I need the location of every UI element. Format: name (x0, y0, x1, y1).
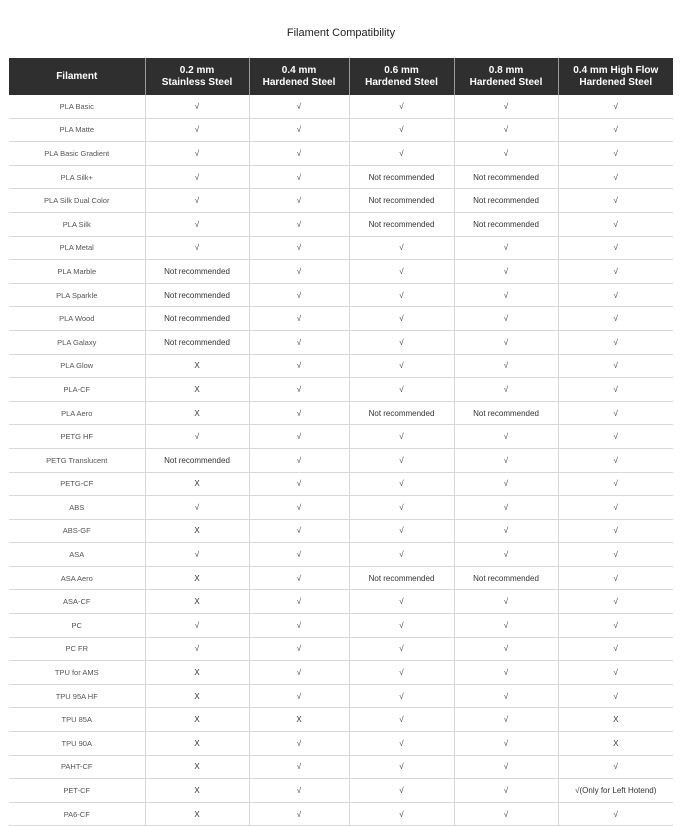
compatibility-cell: √ (249, 142, 349, 166)
compatibility-cell: √ (454, 448, 558, 472)
compatibility-cell: √ (558, 260, 673, 284)
compatibility-cell: √ (454, 354, 558, 378)
compatibility-cell: √ (349, 590, 454, 614)
compatibility-cell: √ (454, 637, 558, 661)
compatibility-cell: √ (558, 637, 673, 661)
table-row (9, 260, 673, 284)
filament-name-cell: PLA Basic Gradient (9, 142, 145, 166)
filament-name-cell: TPU 85A (9, 708, 145, 732)
table-row (9, 165, 673, 189)
column-header-line1: 0.2 mm (179, 64, 215, 76)
compatibility-cell: Not recommended (349, 566, 454, 590)
table-row (9, 95, 673, 118)
compatibility-cell: √ (558, 425, 673, 449)
compatibility-cell: √ (145, 142, 249, 166)
compatibility-cell: √ (558, 165, 673, 189)
compatibility-cell: √ (249, 543, 349, 567)
filament-name-cell: PLA Silk Dual Color (9, 189, 145, 213)
compatibility-cell: √ (349, 779, 454, 803)
compatibility-cell: √ (558, 448, 673, 472)
column-header (558, 58, 673, 95)
compatibility-cell: √ (249, 95, 349, 118)
compatibility-cell: √ (249, 307, 349, 331)
compatibility-cell: √ (249, 755, 349, 779)
filament-name-cell: PLA Marble (9, 260, 145, 284)
compatibility-cell: Not recommended (145, 330, 249, 354)
column-header-line1: Filament (56, 70, 98, 82)
column-header-line1: 0.4 mm High Flow (573, 64, 659, 76)
filament-name-cell: PC (9, 614, 145, 638)
compatibility-cell: √ (454, 378, 558, 402)
compatibility-cell: √ (558, 496, 673, 520)
table-row (9, 378, 673, 402)
column-header-line2: Hardened Steel (365, 76, 438, 88)
compatibility-cell: √ (349, 95, 454, 118)
table-row (9, 802, 673, 826)
table-row (9, 543, 673, 567)
compatibility-cell: √ (249, 378, 349, 402)
compatibility-cell: √ (349, 802, 454, 826)
compatibility-cell: √ (249, 566, 349, 590)
column-header-line2: Hardened Steel (579, 76, 653, 88)
compatibility-cell: √ (454, 142, 558, 166)
compatibility-cell: √ (349, 708, 454, 732)
filament-name-cell: PLA Glow (9, 354, 145, 378)
compatibility-cell: √ (454, 472, 558, 496)
compatibility-cell: √ (249, 118, 349, 142)
filament-name-cell: PLA Aero (9, 401, 145, 425)
compatibility-cell: Not recommended (145, 283, 249, 307)
filament-name-cell: PLA Silk (9, 212, 145, 236)
compatibility-cell: √ (454, 236, 558, 260)
filament-name-cell: ASA (9, 543, 145, 567)
compatibility-cell: √ (249, 637, 349, 661)
compatibility-cell: √ (249, 802, 349, 826)
compatibility-cell: Not recommended (349, 189, 454, 213)
compatibility-cell: √ (454, 95, 558, 118)
filament-name-cell: PLA Wood (9, 307, 145, 331)
table-row (9, 425, 673, 449)
table-row (9, 472, 673, 496)
table-row (9, 496, 673, 520)
table-row (9, 732, 673, 756)
table-row (9, 401, 673, 425)
compatibility-cell: √ (558, 661, 673, 685)
compatibility-cell: √ (454, 519, 558, 543)
compatibility-cell: Not recommended (145, 448, 249, 472)
filament-name-cell: ABS-GF (9, 519, 145, 543)
table-row (9, 637, 673, 661)
compatibility-cell: √ (249, 732, 349, 756)
table-row (9, 330, 673, 354)
compatibility-cell: √ (249, 590, 349, 614)
filament-name-cell: ABS (9, 496, 145, 520)
compatibility-cell: √ (454, 755, 558, 779)
compatibility-cell: √ (454, 307, 558, 331)
compatibility-cell: √ (558, 212, 673, 236)
compatibility-cell: √ (249, 779, 349, 803)
compatibility-cell: √ (145, 614, 249, 638)
filament-name-cell: PAHT-CF (9, 755, 145, 779)
column-header (454, 58, 558, 95)
compatibility-cell: √ (145, 212, 249, 236)
compatibility-cell: √ (349, 330, 454, 354)
filament-name-cell: PET-CF (9, 779, 145, 803)
filament-name-cell: PLA Galaxy (9, 330, 145, 354)
table-row (9, 283, 673, 307)
compatibility-cell: √ (249, 519, 349, 543)
compatibility-cell: √ (349, 496, 454, 520)
column-header-line1: 0.4 mm (281, 64, 317, 76)
table-row (9, 448, 673, 472)
compatibility-cell: X (145, 661, 249, 685)
column-header (349, 58, 454, 95)
compatibility-cell: Not recommended (145, 260, 249, 284)
filament-name-cell: PETG Translucent (9, 448, 145, 472)
table-row (9, 614, 673, 638)
filament-name-cell: PLA Metal (9, 236, 145, 260)
table-row (9, 590, 673, 614)
compatibility-cell: X (145, 590, 249, 614)
compatibility-cell: X (145, 566, 249, 590)
compatibility-cell: √ (349, 142, 454, 166)
compatibility-cell: √ (558, 236, 673, 260)
filament-name-cell: PETG-CF (9, 472, 145, 496)
compatibility-cell: √ (558, 590, 673, 614)
compatibility-cell: √ (349, 519, 454, 543)
compatibility-cell: √ (249, 354, 349, 378)
filament-name-cell: PA6-CF (9, 802, 145, 826)
filament-name-cell: PLA Basic (9, 95, 145, 118)
table-row (9, 189, 673, 213)
compatibility-cell: √ (145, 95, 249, 118)
compatibility-cell: √ (454, 614, 558, 638)
filament-name-cell: TPU for AMS (9, 661, 145, 685)
compatibility-cell: √ (558, 142, 673, 166)
compatibility-cell: √ (145, 236, 249, 260)
filament-name-cell: PC FR (9, 637, 145, 661)
compatibility-cell: √ (349, 755, 454, 779)
table-row (9, 684, 673, 708)
compatibility-cell: √ (145, 189, 249, 213)
compatibility-cell: √ (349, 684, 454, 708)
table-row (9, 566, 673, 590)
filament-name-cell: ASA-CF (9, 590, 145, 614)
table-header (9, 58, 673, 95)
compatibility-cell: √ (349, 543, 454, 567)
table-row (9, 142, 673, 166)
compatibility-cell: X (145, 755, 249, 779)
table-row (9, 236, 673, 260)
compatibility-cell: √(Only for Left Hotend) (558, 779, 673, 803)
compatibility-cell: √ (558, 472, 673, 496)
compatibility-cell: √ (249, 330, 349, 354)
compatibility-cell: Not recommended (349, 401, 454, 425)
compatibility-cell: √ (249, 165, 349, 189)
compatibility-cell: √ (558, 283, 673, 307)
filament-name-cell: TPU 90A (9, 732, 145, 756)
column-header (145, 58, 249, 95)
compatibility-cell: √ (249, 661, 349, 685)
compatibility-cell: √ (454, 708, 558, 732)
compatibility-cell: √ (558, 566, 673, 590)
compatibility-cell: √ (349, 118, 454, 142)
compatibility-cell: √ (558, 755, 673, 779)
column-header-line1: 0.8 mm (488, 64, 524, 76)
column-header-line2: Hardened Steel (262, 76, 336, 88)
compatibility-cell: X (145, 472, 249, 496)
filament-name-cell: PLA Sparkle (9, 283, 145, 307)
compatibility-cell: √ (145, 637, 249, 661)
compatibility-cell: √ (349, 732, 454, 756)
table-row (9, 708, 673, 732)
compatibility-cell: √ (249, 472, 349, 496)
page-title: Filament Compatibility (286, 27, 396, 39)
compatibility-cell: √ (558, 354, 673, 378)
table-row (9, 354, 673, 378)
compatibility-cell: X (145, 401, 249, 425)
table-row (9, 519, 673, 543)
compatibility-cell: √ (145, 543, 249, 567)
compatibility-cell: X (558, 708, 673, 732)
filament-name-cell: ASA Aero (9, 566, 145, 590)
compatibility-cell: √ (558, 802, 673, 826)
compatibility-cell: √ (349, 637, 454, 661)
header-row (9, 58, 673, 95)
compatibility-cell: √ (249, 614, 349, 638)
compatibility-cell: X (145, 779, 249, 803)
compatibility-cell: √ (454, 802, 558, 826)
compatibility-cell: √ (249, 684, 349, 708)
filament-name-cell: PLA Matte (9, 118, 145, 142)
compatibility-cell: X (145, 708, 249, 732)
compatibility-cell: √ (249, 212, 349, 236)
column-header-line2: Hardened Steel (469, 76, 543, 88)
compatibility-cell: √ (249, 401, 349, 425)
compatibility-cell: √ (454, 779, 558, 803)
table-row (9, 661, 673, 685)
compatibility-cell: √ (454, 260, 558, 284)
compatibility-cell: √ (349, 425, 454, 449)
column-header-line2: Stainless Steel (161, 76, 233, 88)
compatibility-cell: X (145, 354, 249, 378)
table-row (9, 307, 673, 331)
compatibility-cell: √ (249, 189, 349, 213)
compatibility-cell: √ (558, 401, 673, 425)
table-row (9, 212, 673, 236)
compatibility-cell: Not recommended (145, 307, 249, 331)
compatibility-cell: X (249, 708, 349, 732)
compatibility-table (9, 58, 673, 826)
compatibility-cell: X (145, 519, 249, 543)
filament-name-cell: PLA-CF (9, 378, 145, 402)
compatibility-cell: √ (454, 425, 558, 449)
table-row (9, 779, 673, 803)
column-header (249, 58, 349, 95)
compatibility-cell: √ (249, 448, 349, 472)
compatibility-cell: √ (558, 307, 673, 331)
compatibility-cell: √ (349, 378, 454, 402)
compatibility-cell: √ (349, 307, 454, 331)
compatibility-cell: √ (454, 543, 558, 567)
compatibility-cell: √ (349, 448, 454, 472)
compatibility-cell: √ (558, 519, 673, 543)
compatibility-cell: √ (454, 283, 558, 307)
filament-name-cell: PETG HF (9, 425, 145, 449)
compatibility-cell: √ (558, 684, 673, 708)
table-body (9, 95, 673, 826)
compatibility-cell: √ (349, 354, 454, 378)
compatibility-cell: √ (558, 189, 673, 213)
table-row (9, 118, 673, 142)
compatibility-cell: √ (349, 472, 454, 496)
compatibility-cell: √ (145, 118, 249, 142)
compatibility-cell: √ (558, 378, 673, 402)
compatibility-cell: √ (558, 543, 673, 567)
compatibility-cell: X (145, 684, 249, 708)
compatibility-cell: X (558, 732, 673, 756)
compatibility-cell: √ (349, 260, 454, 284)
compatibility-cell: √ (558, 330, 673, 354)
compatibility-cell: Not recommended (349, 212, 454, 236)
compatibility-cell: √ (454, 590, 558, 614)
compatibility-cell: √ (558, 614, 673, 638)
compatibility-cell: √ (454, 118, 558, 142)
compatibility-cell: √ (454, 661, 558, 685)
compatibility-cell: X (145, 378, 249, 402)
compatibility-cell: √ (558, 95, 673, 118)
compatibility-cell: √ (145, 496, 249, 520)
compatibility-cell: √ (249, 496, 349, 520)
compatibility-cell: √ (349, 236, 454, 260)
compatibility-cell: √ (454, 496, 558, 520)
compatibility-cell: √ (249, 260, 349, 284)
compatibility-cell: Not recommended (454, 165, 558, 189)
filament-name-cell: PLA Silk+ (9, 165, 145, 189)
compatibility-cell: √ (349, 614, 454, 638)
compatibility-cell: √ (454, 732, 558, 756)
compatibility-cell: √ (454, 330, 558, 354)
compatibility-cell: √ (249, 425, 349, 449)
column-header (9, 58, 145, 95)
compatibility-cell: √ (454, 684, 558, 708)
compatibility-cell: Not recommended (454, 401, 558, 425)
compatibility-cell: √ (249, 283, 349, 307)
compatibility-cell: Not recommended (454, 212, 558, 236)
compatibility-cell: √ (145, 165, 249, 189)
compatibility-cell: √ (349, 283, 454, 307)
compatibility-cell: Not recommended (454, 189, 558, 213)
compatibility-cell: Not recommended (454, 566, 558, 590)
compatibility-cell: Not recommended (349, 165, 454, 189)
filament-name-cell: TPU 95A HF (9, 684, 145, 708)
compatibility-cell: √ (249, 236, 349, 260)
compatibility-cell: √ (145, 425, 249, 449)
compatibility-cell: X (145, 802, 249, 826)
compatibility-cell: X (145, 732, 249, 756)
table-row (9, 755, 673, 779)
compatibility-cell: √ (558, 118, 673, 142)
column-header-line1: 0.6 mm (384, 64, 419, 76)
compatibility-cell: √ (349, 661, 454, 685)
